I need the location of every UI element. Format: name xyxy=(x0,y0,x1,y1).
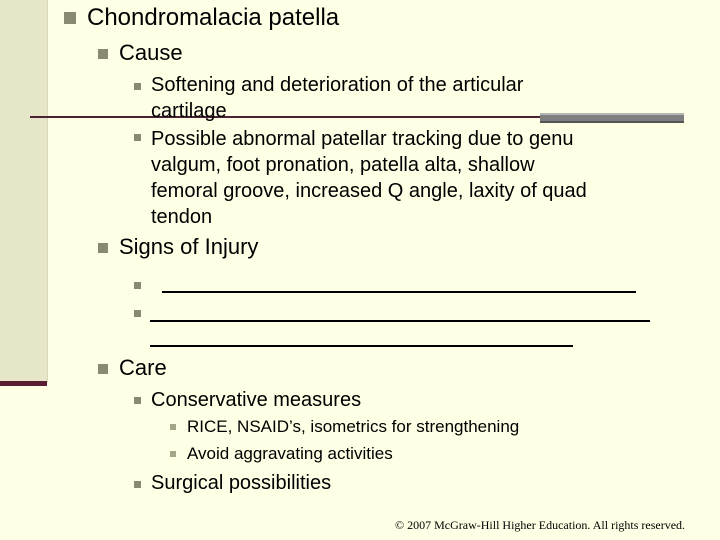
bullet-icon xyxy=(98,243,108,253)
blank-line xyxy=(150,320,650,322)
cause-item-2-line-3: femoral groove, increased Q angle, laxity of quad xyxy=(151,180,587,202)
cause-item-2-line-4: tendon xyxy=(151,206,213,228)
left-decorative-band xyxy=(0,0,48,383)
surgical-possibilities: Surgical possibilities xyxy=(151,472,332,494)
cause-item-1-line-2: cartilage xyxy=(151,100,227,122)
blank-line xyxy=(162,291,636,293)
bullet-icon xyxy=(134,282,141,289)
cause-item-1-line-1: Softening and deterioration of the articular xyxy=(151,74,524,96)
left-band-rule xyxy=(0,381,47,386)
decorative-rule xyxy=(30,116,540,118)
bullet-icon xyxy=(134,397,141,404)
care-sub-item-2: Avoid aggravating activities xyxy=(187,444,393,463)
bullet-icon xyxy=(64,12,76,24)
bullet-icon xyxy=(98,49,108,59)
bullet-icon xyxy=(98,364,108,374)
blank-line xyxy=(150,345,573,347)
signs-heading: Signs of Injury xyxy=(119,234,259,259)
bullet-icon xyxy=(170,451,176,457)
care-sub-item-1: RICE, NSAID’s, isometrics for strengthening xyxy=(187,417,520,436)
cause-item-2-line-1: Possible abnormal patellar tracking due to genu xyxy=(151,128,574,150)
care-heading: Care xyxy=(119,355,167,380)
bullet-icon xyxy=(134,481,141,488)
bullet-icon xyxy=(134,310,141,317)
bullet-icon xyxy=(134,134,141,141)
copyright-footer: © 2007 McGraw-Hill Higher Education. All rights reserved. xyxy=(395,518,686,532)
slide-title: Chondromalacia patella xyxy=(87,4,340,31)
cause-item-2-line-2: valgum, foot pronation, patella alta, shallow xyxy=(151,154,535,176)
decorative-bar xyxy=(540,113,684,123)
bullet-icon xyxy=(170,424,176,430)
cause-heading: Cause xyxy=(119,40,183,65)
bullet-icon xyxy=(134,83,141,90)
conservative-measures: Conservative measures xyxy=(151,389,362,411)
